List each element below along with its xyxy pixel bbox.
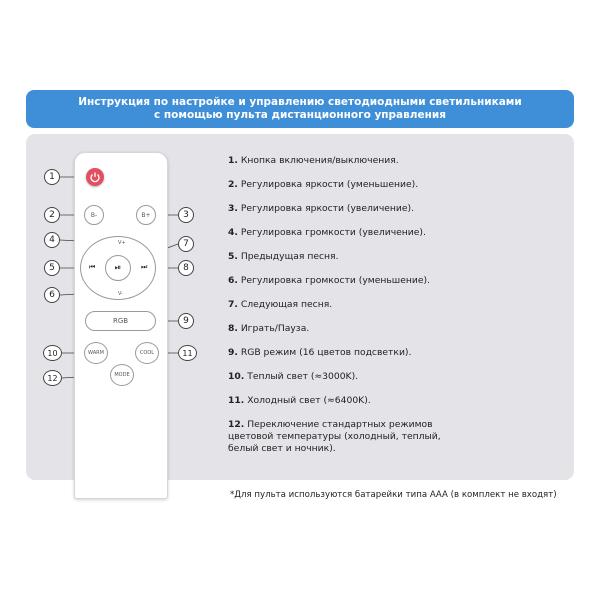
- title-line-2: с помощью пульта дистанционного управления: [154, 109, 446, 121]
- warm-button[interactable]: WARM: [84, 342, 108, 364]
- title-line-1: Инструкция по настройке и управлению светодиодными светильниками: [78, 96, 522, 108]
- list-item: 10. Теплый свет (≈3000K).: [228, 371, 359, 382]
- play-pause-icon: ⏯: [114, 263, 122, 272]
- cool-button[interactable]: COOL: [135, 342, 159, 364]
- play-pause-button[interactable]: [105, 255, 131, 281]
- list-item: 5. Предыдущая песня.: [228, 251, 339, 262]
- power-icon: [86, 168, 104, 186]
- list-item: 11. Холодный свет (≈6400K).: [228, 395, 371, 406]
- battery-footnote: *Для пульта используются батарейки типа AAA (в комплект не входят): [230, 490, 557, 500]
- list-item: 7. Следующая песня.: [228, 299, 333, 310]
- list-item: 2. Регулировка яркости (уменьшение).: [228, 179, 419, 190]
- callout-11: 11: [178, 345, 197, 361]
- next-icon[interactable]: ⏭: [141, 263, 148, 271]
- volume-up-button[interactable]: V+: [118, 240, 126, 246]
- callout-4: 4: [44, 232, 60, 248]
- list-item: 1. Кнопка включения/выключения.: [228, 155, 399, 166]
- list-item: 12. Переключение стандартных режимов цветовой температуры (холодный, теплый, белый свет и ночник).: [228, 419, 441, 454]
- rgb-button[interactable]: RGB: [85, 311, 156, 331]
- callout-10: 10: [43, 345, 62, 361]
- callout-3: 3: [178, 207, 194, 223]
- brightness-down-button[interactable]: B-: [84, 205, 104, 225]
- callout-1: 1: [44, 169, 60, 185]
- list-item: 6. Регулировка громкости (уменьшение).: [228, 275, 430, 286]
- list-item: 9. RGB режим (16 цветов подсветки).: [228, 347, 412, 358]
- power-button[interactable]: [86, 168, 104, 186]
- volume-down-button[interactable]: V-: [118, 291, 123, 297]
- callout-6: 6: [44, 287, 60, 303]
- callout-2: 2: [44, 207, 60, 223]
- brightness-up-button[interactable]: B+: [136, 205, 156, 225]
- callout-7: 7: [178, 236, 194, 252]
- list-item: 4. Регулировка громкости (увеличение).: [228, 227, 426, 238]
- callout-5: 5: [44, 260, 60, 276]
- mode-button[interactable]: MODE: [110, 364, 134, 386]
- previous-icon[interactable]: ⏮: [89, 263, 96, 271]
- callout-8: 8: [178, 260, 194, 276]
- callout-9: 9: [178, 313, 194, 329]
- callout-12: 12: [43, 370, 62, 386]
- list-item: 3. Регулировка яркости (увеличение).: [228, 203, 415, 214]
- list-item: 8. Играть/Пауза.: [228, 323, 310, 334]
